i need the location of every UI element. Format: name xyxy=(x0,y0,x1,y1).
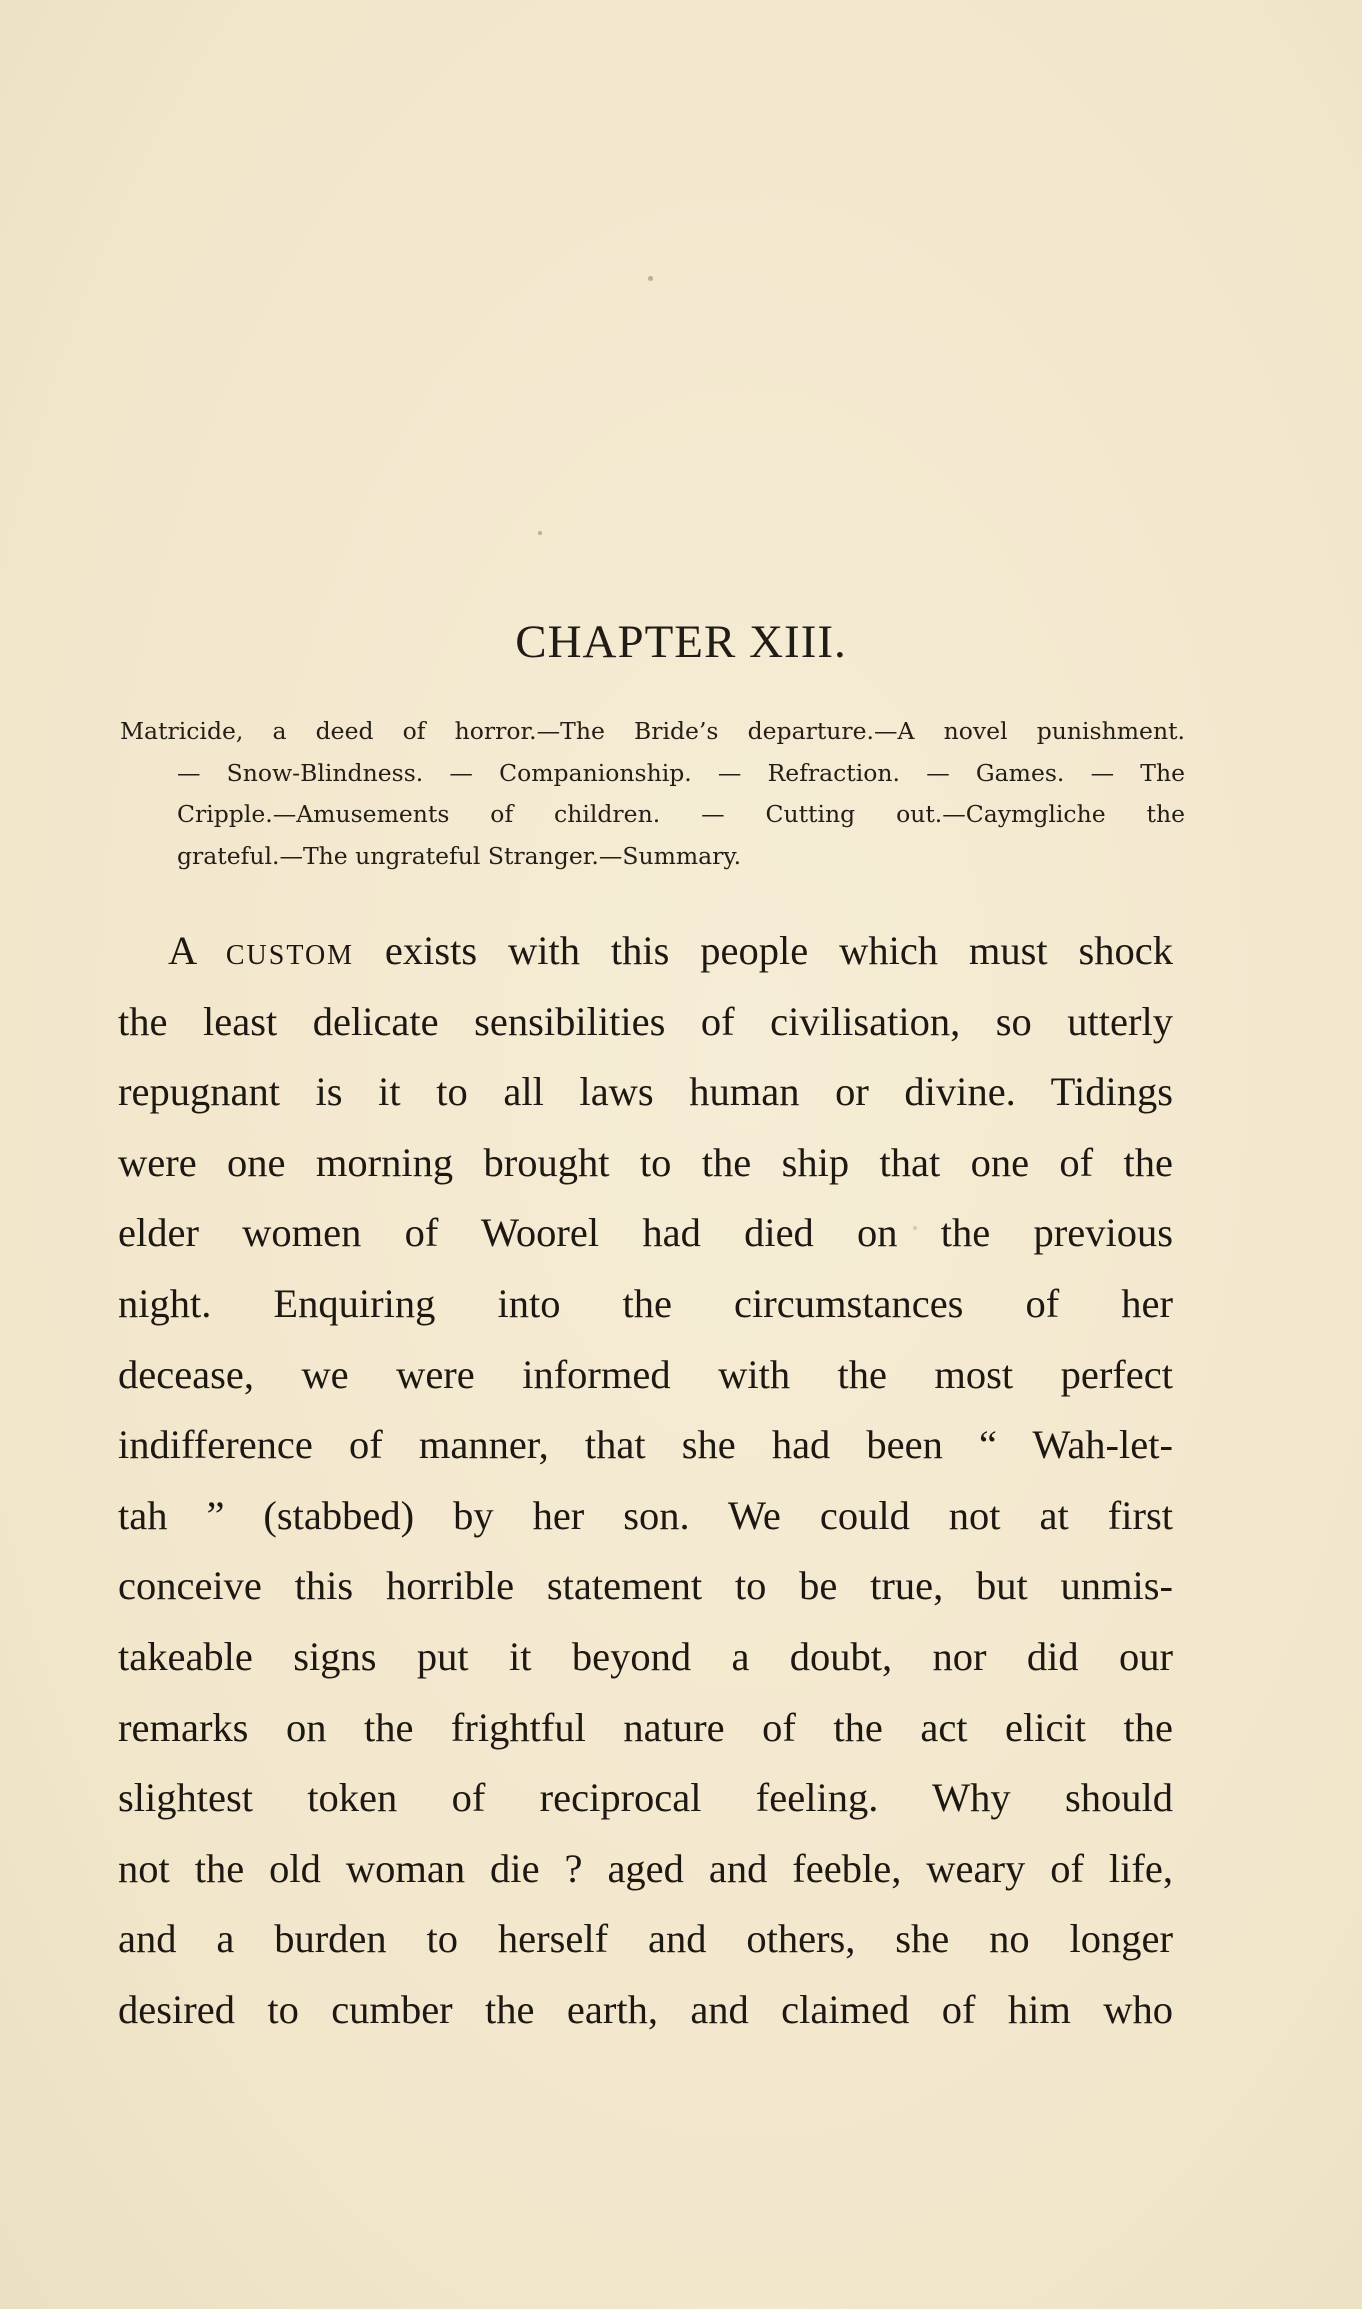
synopsis-line: Cripple.—Amusements of children. — Cutting out.—Caymgliche the xyxy=(177,800,1185,828)
body-line: night. Enquiring into the circumstances of her xyxy=(118,1280,1173,1326)
lead-smallcaps: custom xyxy=(225,928,355,973)
lead-letter: A xyxy=(168,928,196,973)
body-line: not the old woman die ? aged and feeble, weary of life, xyxy=(118,1845,1173,1891)
body-line: decease, we were informed with the most perfect xyxy=(118,1351,1173,1397)
paper-speck xyxy=(538,531,542,535)
body-line: repugnant is it to all laws human or divine. Tidings xyxy=(118,1069,1173,1115)
body-line: and a burden to herself and others, she no longer xyxy=(118,1916,1173,1962)
body-line: indifference of manner, that she had been “ Wah-let- xyxy=(118,1422,1173,1468)
paper-speck xyxy=(648,276,653,281)
body-line: slightest token of reciprocal feeling. Why should xyxy=(118,1775,1173,1821)
synopsis-line: grateful.—The ungrateful Stranger.—Summary. xyxy=(177,841,742,870)
body-line xyxy=(118,916,1173,987)
synopsis-line: — Snow-Blindness. — Companionship. — Refraction. — Games. — The xyxy=(177,758,1185,787)
body-line: were one morning brought to the ship that one of the xyxy=(118,1139,1173,1185)
body-line: remarks on the frightful nature of the act elicit the xyxy=(118,1704,1173,1750)
first-line-rest: exists with this people which must shock xyxy=(384,928,1174,973)
body-line: desired to cumber the earth, and claimed of him who xyxy=(118,1986,1173,2032)
body-line: takeable signs put it beyond a doubt, nor did our xyxy=(118,1633,1173,1679)
synopsis-line: Matricide, a deed of horror.—The Bride’s departure.—A novel punishment. xyxy=(120,717,1185,745)
chapter-title: CHAPTER XIII. xyxy=(515,616,847,668)
body-line: tah ” (stabbed) by her son. We could not at first xyxy=(118,1492,1173,1538)
chapter-body xyxy=(118,916,1173,2046)
chapter-synopsis xyxy=(120,711,1185,877)
body-line: conceive this horrible statement to be true, but unmis- xyxy=(118,1563,1173,1609)
body-line: the least delicate sensibilities of civilisation, so utterly xyxy=(118,998,1173,1044)
body-line: elder women of Woorel had died on the previous xyxy=(118,1210,1173,1256)
